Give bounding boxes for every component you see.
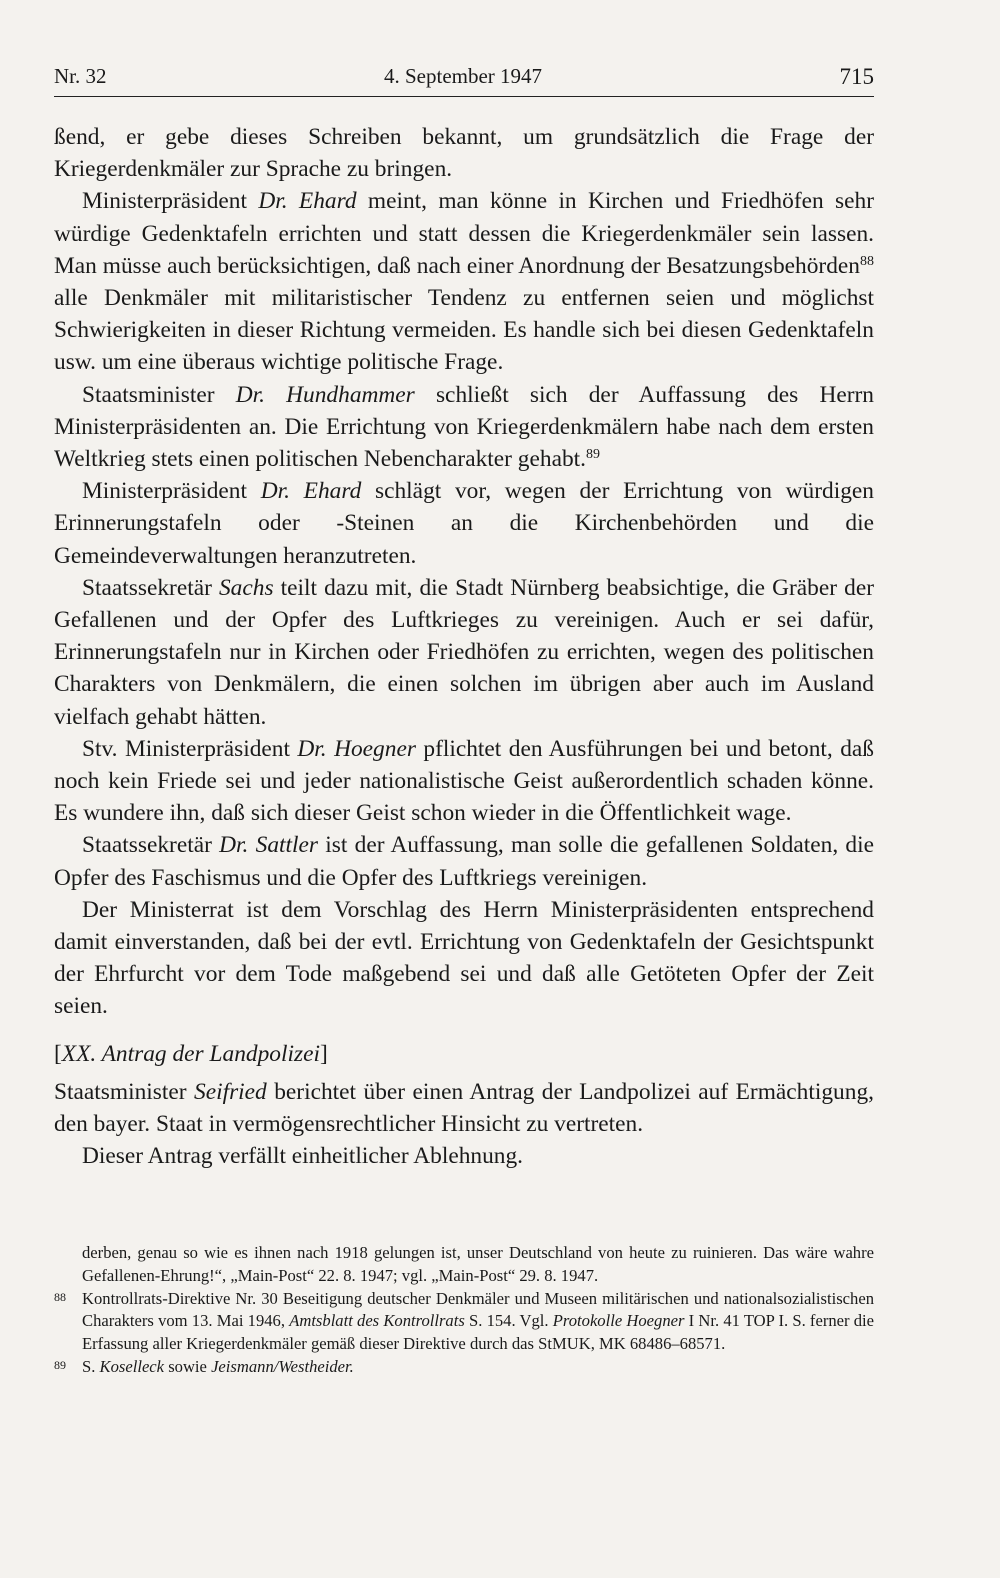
paragraph: Stv. Ministerpräsident Dr. Hoegner pflichtet den Ausführungen bei und betont, daß noch kein Friede sei und jeder nationalistische Geist außerordentlich schaden könne. Es wundere ihn, daß sich dieser Geist schon wieder in die Öffentlichkeit wage. [54,735,874,827]
section-heading: [XX. Antrag der Landpolizei] [54,1040,328,1067]
running-head [54,64,874,96]
paragraph: Staatsminister Seifried berichtet über einen Antrag der Landpolizei auf Ermächtigung, den bayer. Staat in vermögensrechtlicher Hinsicht zu vertreten. [54,1078,874,1138]
footnote-number: 88 [54,1289,66,1304]
paragraph: Staatssekretär Dr. Sattler ist der Auffassung, man solle die gefallenen Soldaten, die Opfer des Faschismus und die Opfer des Luftkriegs vereinigen. [54,832,875,891]
speaker-name: Seifried [194,1078,267,1105]
speaker-name: Dr. Hoegner [297,735,416,762]
footnote-89: 89 S. Koselleck sowie Jeismann/Westheider. [54,1356,874,1379]
paragraph: Der Ministerrat ist dem Vorschlag des Herrn Ministerpräsidenten entsprechend damit einverstanden, daß bei der evtl. Errichtung von Gedenktafeln der Gesichtspunkt der Ehrfurcht vor dem Tode maßgebend sei und daß alle Getöteten Opfer der Zeit seien. [54,896,874,1020]
footnote-reference[interactable]: 88 [860,253,874,269]
header-rule [54,96,874,97]
page-number: 715 [839,64,874,89]
paragraph: Ministerpräsident Dr. Ehard meint, man könne in Kirchen und Friedhöfen sehr würdige Gedenktafeln errichten und statt dessen die Kriegerdenkmäler sein lassen. Man müsse auch berücksichtigen, daß nach einer Anordnung der Besatzungsbehörden$^{88}$ alle Denkmäler mit militaristischer Tendenz zu entfernen seien und möglichst Schwierigkeiten in dieser Richtung vermeiden. Es handle sich bei diesen Gedenktafeln usw. um eine überaus wichtige politische Frage. [54,188,874,376]
footnote-reference[interactable]: 89 [586,447,600,463]
speaker-name: Dr. Ehard [260,478,362,505]
main-text [54,121,874,1173]
speaker-name: Sachs [218,574,274,601]
paragraph: Staatssekretär Sachs teilt dazu mit, die Stadt Nürnberg beabsichtige, die Gräber der Gefallenen und der Opfer des Luftkrieges zu vereinigen. Auch er sei dafür, Erinnerungstafeln nur in Kirchen oder Friedhöfen zu errichten, wegen des politischen Charakters von Denkmälern, die einen solchen im übrigen aber auch im Ausland vielfach gehabt hätten. [54,574,874,730]
speaker-name: Dr. Ehard [258,188,357,215]
paragraph: Ministerpräsident Dr. Ehard schlägt vor, wegen der Errichtung von würdigen Erinnerungstafeln oder -Steinen an die Kirchenbehörden und die Gemeindeverwaltungen heranzutreten. [54,478,874,569]
footnote-88: 88 Kontrollrats-Direktive Nr. 30 Beseitigung deutscher Denkmäler und Museen militärischen und nationalsozialistischen Charakters vom 13. Mai 1946, Amtsblatt des Kontrollrats S. 154. Vgl. Protokolle Hoegner I Nr. 41 TOP I. S. ferner die Erfassung aller Kriegerdenkmäler gemäß dieser Direktive durch das StMUK, MK 68486–68571. [54,1288,874,1356]
paragraph: Dieser Antrag verfällt einheitlicher Ablehnung. [82,1143,524,1170]
footnotes [54,1242,874,1379]
speaker-name: Dr. Hundhammer [235,381,415,408]
footnote-number: 89 [54,1357,66,1372]
paragraph: ßend, er gebe dieses Schreiben bekannt, um grundsätzlich die Frage der Kriegerdenkmäler zur Sprache zu bringen. [54,124,874,183]
session-date: 4. September 1947 [384,64,543,88]
footnote-continuation: derben, genau so wie es ihnen nach 1918 gelungen ist, unser Deutschland von heute zu ruinieren. Das wäre wahre Gefallenen-Ehrung!“, „Main-Post“ 22. 8. 1947; vgl. „Main-Post“ 29. 8. 1947. [82,1243,874,1285]
paragraph: Staatsminister Dr. Hundhammer schließt sich der Auffassung des Herrn Ministerpräsidenten an. Die Errichtung von Kriegerdenkmälern habe nach dem ersten Weltkrieg stets einen politischen Nebencharakter gehabt.$^{89}$ [54,381,874,473]
speaker-name: Dr. Sattler [219,832,319,859]
issue-number: Nr. 32 [54,64,107,88]
